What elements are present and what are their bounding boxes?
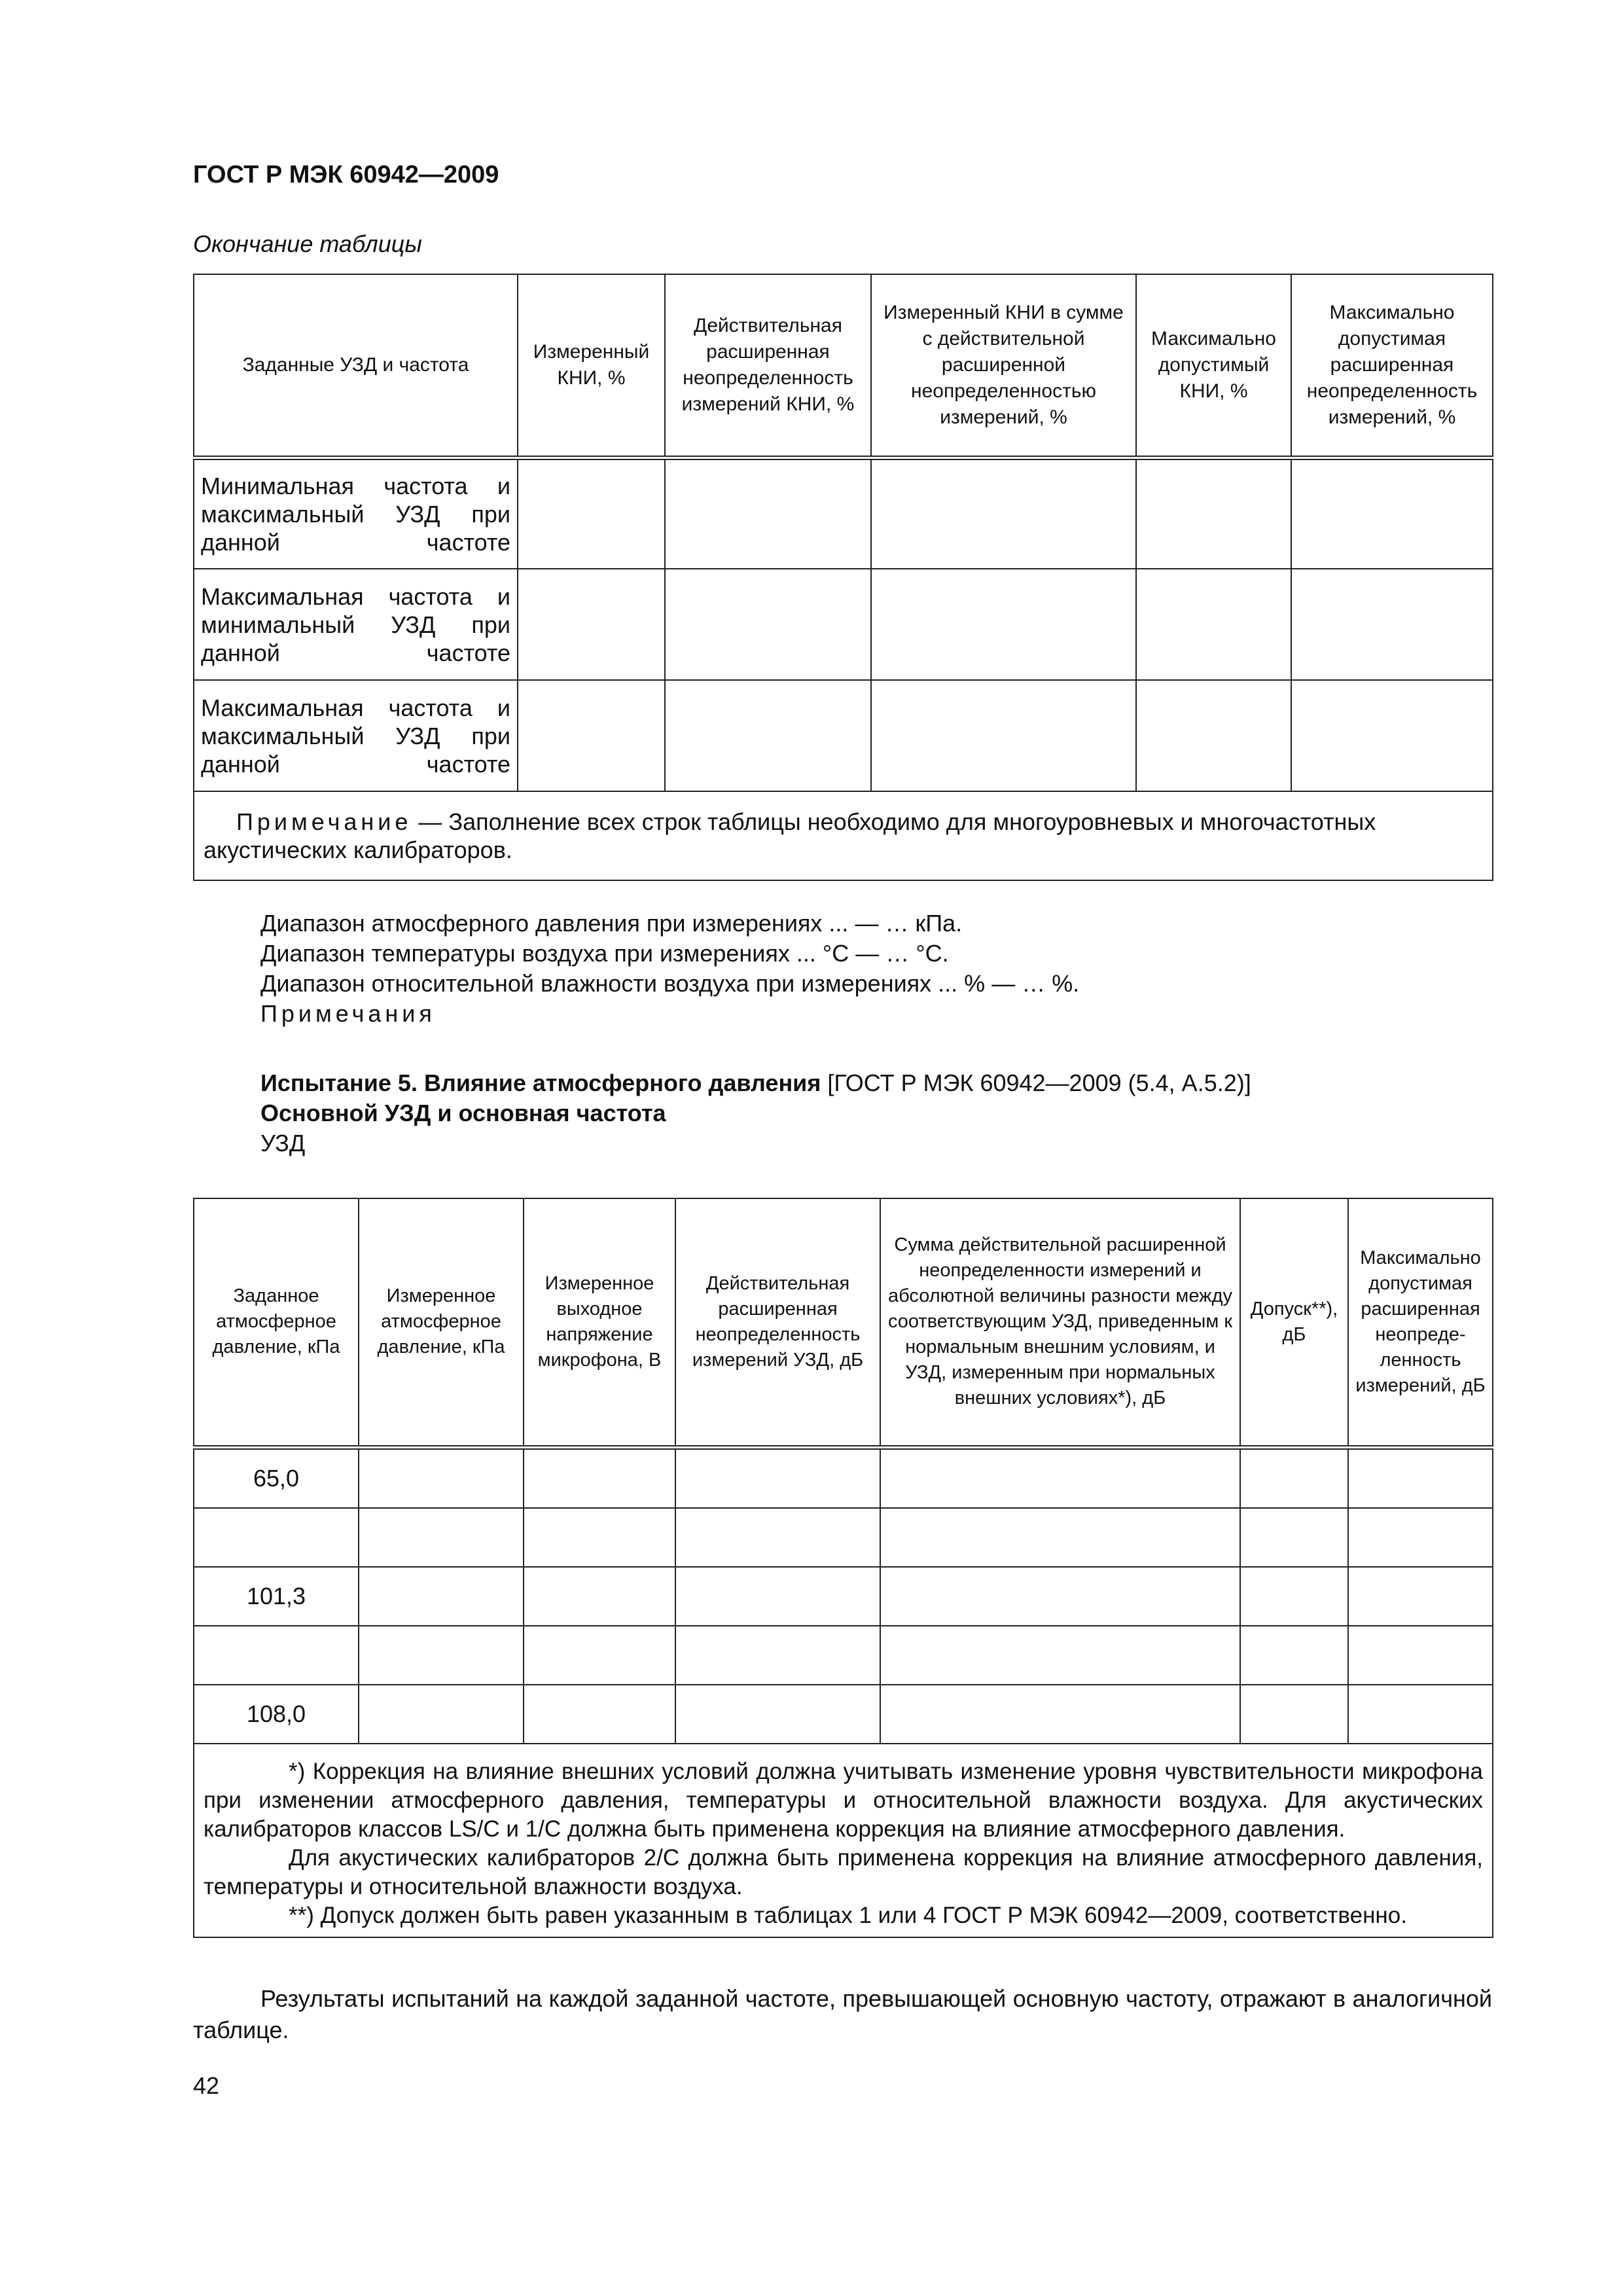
table-row bbox=[194, 680, 1493, 791]
document-header: ГОСТ Р МЭК 60942—2009 bbox=[193, 161, 499, 188]
table-row bbox=[194, 1567, 1493, 1626]
page-number: 42 bbox=[193, 2072, 220, 2099]
table-row bbox=[194, 1508, 1493, 1567]
table-row bbox=[194, 457, 1493, 569]
footnote-tolerance: **) Допуск должен быть равен указанным в таблицах 1 или 4 ГОСТ Р МЭК 60942—2009, соответственно. bbox=[289, 1902, 1407, 1928]
table-row bbox=[194, 1685, 1493, 1744]
note-label: Примечание bbox=[236, 808, 412, 835]
table-row bbox=[194, 569, 1493, 680]
header-cell: Максимально допустимый КНИ, % bbox=[1136, 274, 1291, 457]
header-cell: Заданные УЗД и частота bbox=[194, 274, 518, 457]
header-cell: Заданное атмосферное давление, кПа bbox=[194, 1198, 359, 1447]
header-cell: Измеренное выходное напряжение микрофона, В bbox=[524, 1198, 675, 1447]
footnote-class2: Для акустических калибраторов 2/C должна быть применена коррекция на влияние атмосферного давления, температуры и относительной влажности воздуха. bbox=[204, 1844, 1483, 1899]
header-cell: Измеренное атмосферное давление, кПа bbox=[359, 1198, 524, 1447]
header-cell: Измеренный КНИ, % bbox=[518, 274, 665, 457]
header-cell: Сумма действительной расширенной неопределенности измерений и абсолютной величины разности между соответствующим УЗД, приведенным к нормальным внешним условиям, и УЗД, измеренным при нормальных внешних условиях*), дБ bbox=[880, 1198, 1240, 1447]
temperature-range: Диапазон температуры воздуха при измерениях ... °С — … °С. bbox=[260, 940, 949, 967]
table-caption: Окончание таблицы bbox=[193, 230, 422, 257]
kni-table bbox=[193, 274, 1493, 881]
header-cell: Действительная расширенная неопределенность измерений УЗД, дБ bbox=[675, 1198, 880, 1447]
row-label: Максимальная частота и максимальный УЗД при данной частоте bbox=[194, 680, 518, 791]
note-text: — Заполнение всех строк таблицы необходимо для многоуровневых и многочастотных акустических калибраторов. bbox=[204, 808, 1376, 863]
row-label: Минимальная частота и максимальный УЗД при данной частоте bbox=[194, 457, 518, 569]
pressure-value: 101,3 bbox=[194, 1567, 359, 1626]
header-cell: Допуск**), дБ bbox=[1240, 1198, 1348, 1447]
test-unit: УЗД bbox=[260, 1130, 306, 1157]
table-row bbox=[194, 1626, 1493, 1685]
test-heading bbox=[260, 1068, 1251, 1158]
pressure-value: 108,0 bbox=[194, 1685, 359, 1744]
table-note bbox=[194, 791, 1493, 880]
pressure-range: Диапазон атмосферного давления при измерениях ... — … кПа. bbox=[260, 910, 963, 937]
test-title: Испытание 5. Влияние атмосферного давления bbox=[260, 1069, 821, 1096]
result-paragraph: Результаты испытаний на каждой заданной частоте, превышающей основную частоту, отражают в аналогичной таблице. bbox=[193, 1985, 1492, 2043]
footnote-correction: *) Коррекция на влияние внешних условий должна учитывать изменение уровня чувствительности микрофона при изменении атмосферного давления, температуры и относительной влажности воздуха. Для акустических калибраторов классов LS/C и 1/C должна быть применена коррекция на влияние атмосферного давления. bbox=[204, 1758, 1483, 1842]
header-cell: Максимально допустимая расширенная неопреде-ленность измерений, дБ bbox=[1348, 1198, 1493, 1447]
pressure-value bbox=[194, 1508, 359, 1567]
pressure-value bbox=[194, 1626, 359, 1685]
test-subtitle: Основной УЗД и основная частота bbox=[260, 1100, 666, 1126]
humidity-range: Диапазон относительной влажности воздуха при измерениях ... % — … %. bbox=[260, 970, 1080, 997]
conditions-block bbox=[260, 908, 1079, 1029]
pressure-value: 65,0 bbox=[194, 1447, 359, 1508]
header-cell: Максимально допустимая расширенная неопределенность измерений, % bbox=[1291, 274, 1493, 457]
pressure-table bbox=[193, 1198, 1493, 1938]
table-row bbox=[194, 1447, 1493, 1508]
row-label: Максимальная частота и минимальный УЗД при данной частоте bbox=[194, 569, 518, 680]
header-cell: Измеренный КНИ в сумме с действительной расширенной неопределенностью измерений, % bbox=[871, 274, 1136, 457]
notes-label: Примечания bbox=[260, 1000, 436, 1027]
header-cell: Действительная расширенная неопределенность измерений КНИ, % bbox=[665, 274, 871, 457]
test-reference: [ГОСТ Р МЭК 60942—2009 (5.4, А.5.2)] bbox=[821, 1069, 1251, 1096]
table-footnotes bbox=[194, 1744, 1493, 1937]
